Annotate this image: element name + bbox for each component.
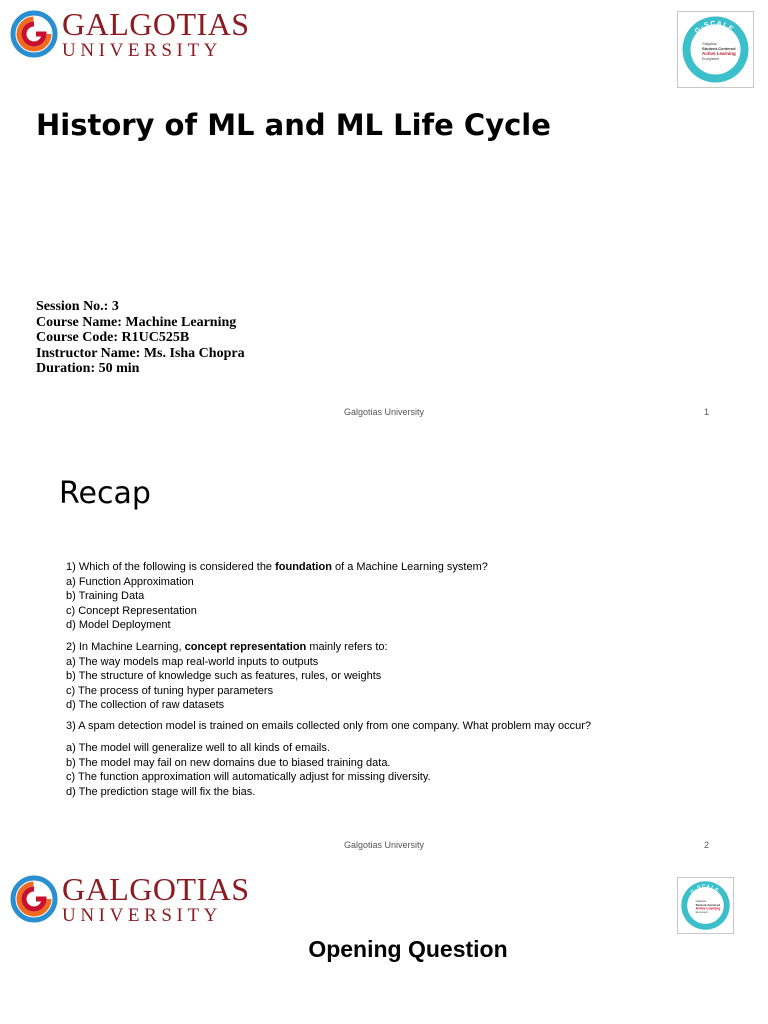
badge-line2: Student-Centered <box>695 902 721 907</box>
badge-line2: Student-Centered <box>702 46 736 51</box>
question-2 <box>66 640 388 713</box>
option: d) The collection of raw datasets <box>66 699 225 711</box>
option: a) Function Approximation <box>66 575 194 588</box>
option: d) Model Deployment <box>66 619 171 631</box>
question-1-post: of a Machine Learning system? <box>331 561 488 573</box>
question-3-options <box>66 741 431 799</box>
brand-sub: UNIVERSITY <box>62 40 222 61</box>
session-number: Session No.: 3 <box>36 299 119 314</box>
option: b) The structure of knowledge such as features, rules, or weights <box>66 670 382 682</box>
course-code: Course Code: R1UC525B <box>36 330 190 345</box>
option: b) The model may fail on new domains due to biased training data. <box>66 756 391 769</box>
slide-footer: Galgotias University <box>343 407 425 417</box>
galgotias-emblem-icon <box>10 875 58 923</box>
question-1-text <box>66 560 488 575</box>
slide-3 <box>0 860 768 1024</box>
option: c) The process of tuning hyper parameters <box>66 684 274 697</box>
session-info <box>36 299 245 377</box>
duration: Duration: 50 min <box>36 361 140 376</box>
page-number: 2 <box>704 840 710 850</box>
g-scale-badge <box>677 877 734 934</box>
option: b) Training Data <box>66 590 145 602</box>
g-scale-badge <box>677 11 754 88</box>
g-scale-badge-icon <box>678 878 733 933</box>
slide-1 <box>0 0 768 430</box>
brand-name: GALGOTIAS <box>62 871 250 907</box>
g-scale-badge-icon <box>678 12 753 87</box>
option: a) The way models map real-world inputs to outputs <box>66 655 319 668</box>
option: d) The prediction stage will fix the bias. <box>66 785 256 798</box>
badge-line1: Galgotias <box>695 900 707 904</box>
course-name: Course Name: Machine Learning <box>36 314 237 330</box>
question-2-pre: 2) In Machine Learning, <box>66 641 185 653</box>
recap-title: Recap <box>59 476 151 511</box>
question-2-post: mainly refers to: <box>306 641 388 653</box>
badge-arc-text: G-SCALE <box>693 20 735 36</box>
brand-sub: UNIVERSITY <box>62 905 222 926</box>
option: a) The model will generalize well to all kinds of emails. <box>66 742 330 754</box>
badge-line3: Active Learning <box>702 51 736 56</box>
question-3-text: 3) A spam detection model is trained on emails collected only from one company. What problem may occur? <box>66 720 591 732</box>
question-3 <box>66 719 591 734</box>
opening-question-title: Opening Question <box>308 936 508 962</box>
question-1 <box>66 560 488 633</box>
page-number: 1 <box>704 407 710 417</box>
question-2-bold: concept representation <box>184 641 307 653</box>
question-1-bold: foundation <box>275 561 332 573</box>
option: c) Concept Representation <box>66 604 197 617</box>
badge-line3: Active Learning <box>695 906 721 911</box>
brand-name: GALGOTIAS <box>62 6 250 42</box>
galgotias-logo <box>10 873 250 925</box>
question-1-pre: 1) Which of the following is considered the <box>66 561 276 573</box>
galgotias-emblem-icon <box>10 10 58 58</box>
badge-line4: Ecosystem <box>702 57 720 61</box>
slide-title: History of ML and ML Life Cycle <box>36 108 551 142</box>
question-2-text <box>66 640 388 655</box>
badge-arc-text: G-SCALE <box>689 883 720 896</box>
slide-footer: Galgotias University <box>343 840 425 850</box>
badge-line4: Ecosystem <box>695 911 709 915</box>
option: c) The function approximation will automatically adjust for missing diversity. <box>66 771 431 783</box>
galgotias-logo <box>10 8 250 60</box>
badge-line1: Galgotias <box>702 42 717 46</box>
slide-2 <box>0 430 768 860</box>
instructor-name: Instructor Name: Ms. Isha Chopra <box>36 345 245 361</box>
